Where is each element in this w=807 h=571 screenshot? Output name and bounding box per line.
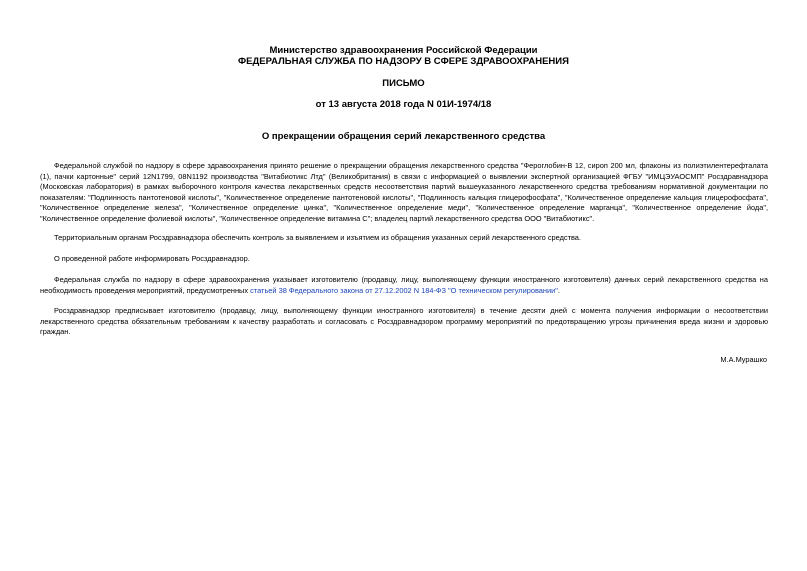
paragraph-4 bbox=[40, 275, 768, 296]
signature: М.А.Мурашко bbox=[720, 355, 767, 364]
doc-type: ПИСЬМО bbox=[382, 78, 425, 89]
law-article-link[interactable]: статьей 38 Федерального закона от 27.12.2002 N 184-ФЗ "О техническом регулировании" bbox=[250, 285, 558, 295]
doc-date-number: от 13 августа 2018 года N 01И-1974/18 bbox=[315, 99, 492, 110]
paragraph-2: Территориальным органам Росздравнадзора обеспечить контроль за выявлением и изъятием из обращения указанных серий лекарственного средства. bbox=[54, 233, 581, 242]
paragraph-1: Федеральной службой по надзору в сфере здравоохранения принято решение о прекращении обращения лекарственного средства "Фероглобин-В 12, сироп 200 мл, флаконы из полиэтилентерефталата (1), пачки картонные" серий 12N1799, 08N1192 производства "Витабиотикс Лтд" (Великобритания) в связи с информацией о выявлении экспертной организацией ФГБУ "ИМЦЭУАОСМП" Росздравнадзора (Московская лаборатория) в рамках выборочного контроля качества лекарственных средств несоответствия партий вышеуказанного лекарственного средства требованиям нормативной документации по показателям: "Подлинность пантотеновой кислоты", "Количественное определение пантотеновой кислоты", "Подлинность кальция глицерофосфата", "Количественное определение кальция глицерофосфата", "Количественное определение железа", "Количественное определение цинка", "Количественное определение меди", "Количественное определение марганца", "Количественное определение йода", "Количественное определение фолиевой кислоты", "Количественное определение витамина С"; владелец партий лекарственного средства ООО "Витабиотикс". bbox=[40, 161, 768, 223]
ministry-name: Министерство здравоохранения Российской Федерации bbox=[269, 45, 538, 56]
paragraph-4-end: . bbox=[557, 285, 560, 295]
paragraph-3: О проведенной работе информировать Росздравнадзор. bbox=[54, 254, 250, 263]
doc-title: О прекращении обращения серий лекарственного средства bbox=[261, 131, 546, 142]
paragraph-4-text: Федеральная служба по надзору в сфере здравоохранения указывает изготовителю (продавцу, лицу, выполняющему функции иностранного изготовителя) данных серий лекарственного средства на необходимость проведения мероприятий, предусмотренных bbox=[40, 275, 768, 295]
paragraph-5: Росздравнадзор предписывает изготовителю (продавцу, лицу, выполняющему функции иностранного изготовителя) в течение десяти дней с момента получения информации о несоответствии лекарственного средства обязательным требованиям к качеству разработать и согласовать с Росздравнадзором программу мероприятий по предотвращению угрозы причинения вреда жизни и здоровью граждан. bbox=[40, 306, 768, 337]
agency-name: ФЕДЕРАЛЬНАЯ СЛУЖБА ПО НАДЗОРУ В СФЕРЕ ЗДРАВООХРАНЕНИЯ bbox=[238, 56, 569, 67]
